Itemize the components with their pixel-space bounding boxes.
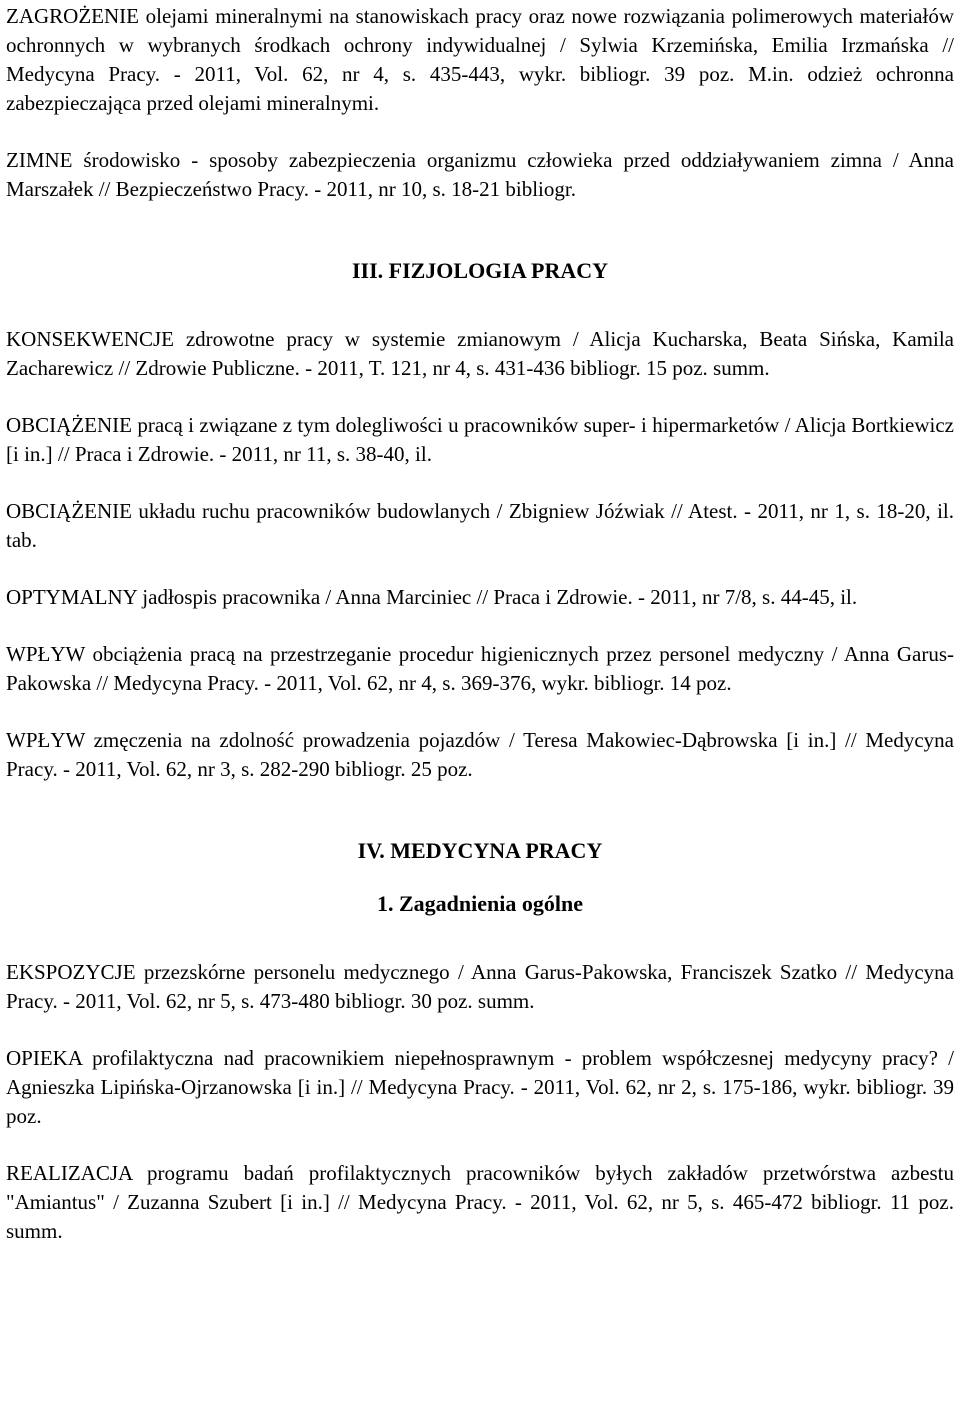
bibliography-entry: EKSPOZYCJE przezskórne personelu medycznego / Anna Garus-Pakowska, Franciszek Szatko // Medycyna Pracy. - 2011, Vol. 62, nr 5, s. 473-480 bibliogr. 30 poz. summ. (6, 960, 954, 1013)
bibliography-entry: OPTYMALNY jadłospis pracownika / Anna Marciniec // Praca i Zdrowie. - 2011, nr 7/8, s. 44-45, il. (6, 585, 858, 609)
bibliography-entry: OBCIĄŻENIE układu ruchu pracowników budowlanych / Zbigniew Jóźwiak // Atest. - 2011, nr 1, s. 18-20, il. tab. (6, 499, 954, 552)
bibliography-entry: WPŁYW obciążenia pracą na przestrzeganie procedur higienicznych przez personel medyczny / Anna Garus-Pakowska // Medycyna Pracy. - 2011, Vol. 62, nr 4, s. 369-376, wykr. bibliogr. 14 poz. (6, 642, 954, 695)
section-heading: IV. MEDYCYNA PRACY (357, 838, 603, 863)
bibliography-entry: WPŁYW zmęczenia na zdolność prowadzenia pojazdów / Teresa Makowiec-Dąbrowska [i in.] // Medycyna Pracy. - 2011, Vol. 62, nr 3, s. 282-290 bibliogr. 25 poz. (6, 728, 954, 781)
bibliography-entry: ZIMNE środowisko - sposoby zabezpieczenia organizmu człowieka przed oddziaływaniem zimna / Anna Marszałek // Bezpieczeństwo Pracy. - 2011, nr 10, s. 18-21 bibliogr. (6, 148, 954, 201)
section-heading: III. FIZJOLOGIA PRACY (351, 258, 609, 283)
subsection-heading: 1. Zagadnienia ogólne (377, 891, 583, 916)
bibliography-entry: REALIZACJA programu badań profilaktycznych pracowników byłych zakładów przetwórstwa azbestu "Amiantus" / Zuzanna Szubert [i in.] // Medycyna Pracy. - 2011, Vol. 62, nr 5, s. 465-472 bibliogr. 11 poz. summ. (6, 1161, 954, 1243)
bibliography-entry: KONSEKWENCJE zdrowotne pracy w systemie zmianowym / Alicja Kucharska, Beata Sińska, Kamila Zacharewicz // Zdrowie Publiczne. - 2011, T. 121, nr 4, s. 431-436 bibliogr. 15 poz. summ. (6, 327, 954, 380)
bibliography-entry: ZAGROŻENIE olejami mineralnymi na stanowiskach pracy oraz nowe rozwiązania polimerowych materiałów ochronnych w wybranych środkach ochrony indywidualnej / Sylwia Krzemińska, Emilia Irzmańska // Medycyna Pracy. - 2011, Vol. 62, nr 4, s. 435-443, wykr. bibliogr. 39 poz. M.in. odzież ochronna zabezpieczająca przed olejami mineralnymi. (6, 4, 954, 115)
bibliography-entry: OBCIĄŻENIE pracą i związane z tym dolegliwości u pracowników super- i hipermarketów / Alicja Bortkiewicz [i in.] // Praca i Zdrowie. - 2011, nr 11, s. 38-40, il. (6, 413, 954, 466)
bibliography-entry: OPIEKA profilaktyczna nad pracownikiem niepełnosprawnym - problem współczesnej medycyny pracy? / Agnieszka Lipińska-Ojrzanowska [i in.] // Medycyna Pracy. - 2011, Vol. 62, nr 2, s. 175-186, wykr. bibliogr. 39 poz. (6, 1046, 954, 1128)
